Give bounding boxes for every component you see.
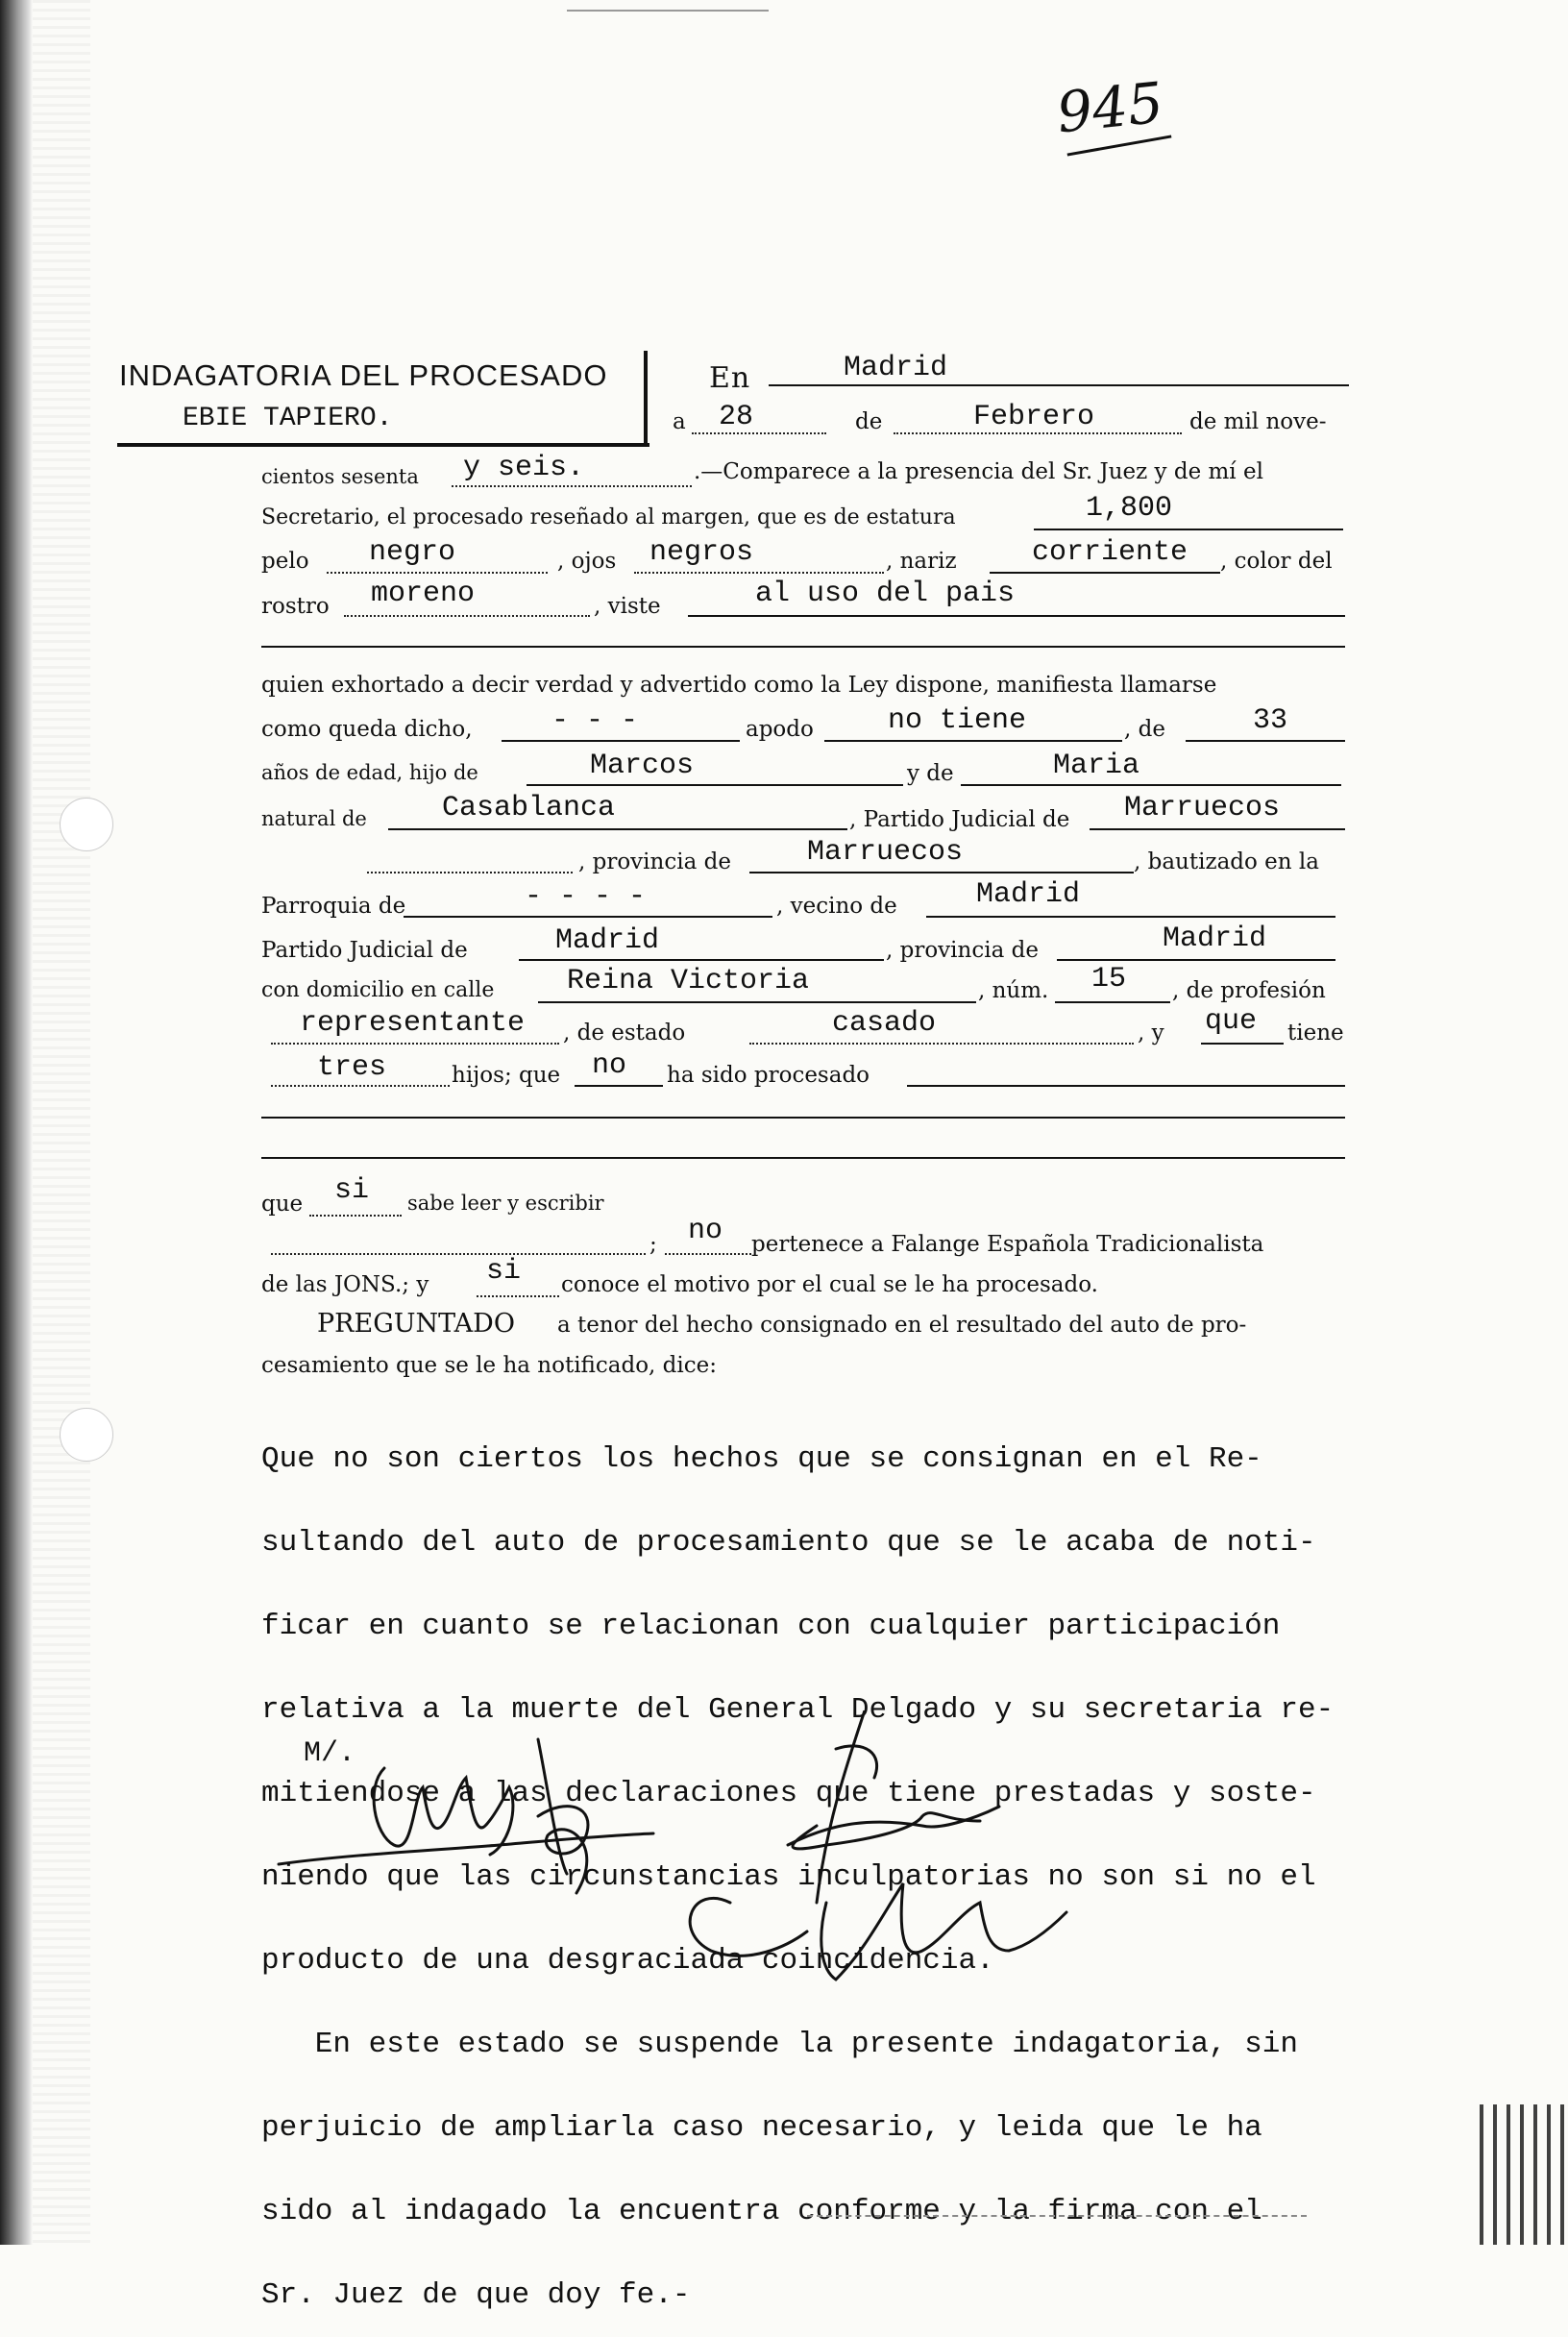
vecino-line — [926, 916, 1335, 918]
procesado-label: ha sido procesado — [667, 1063, 870, 1088]
estado-value: casado — [832, 1007, 937, 1040]
procesado-value: no — [592, 1049, 627, 1082]
sabe-label: sabe leer y escribir — [407, 1192, 604, 1215]
partido2-label: Partido Judicial de — [261, 938, 468, 963]
num-value: 15 — [1091, 963, 1127, 996]
padre-line — [527, 784, 903, 786]
nariz-line — [990, 572, 1220, 574]
viste-label: , viste — [594, 594, 661, 619]
partido2-value: Madrid — [555, 924, 660, 957]
procesado-tail-line — [907, 1085, 1345, 1087]
provincia-label: , provincia de — [578, 849, 731, 874]
preguntado-text-2: cesamiento que se le ha notificado, dice: — [261, 1353, 718, 1378]
apodo-value: no tiene — [888, 704, 1027, 737]
falange-value: no — [688, 1215, 723, 1247]
hijos-line — [271, 1085, 450, 1087]
falange-line — [665, 1253, 751, 1255]
padre-value: Marcos — [590, 750, 695, 782]
scan-left-texture — [33, 0, 90, 2245]
ojos-label: , ojos — [557, 549, 617, 574]
vecino-label: , vecino de — [776, 894, 897, 919]
statement-line: ficar en cuanto se relacionan con cualquier participación — [261, 1610, 1281, 1643]
year-line — [452, 485, 692, 487]
nariz-label: , nariz — [886, 549, 957, 574]
hijos-label: hijos; que — [452, 1063, 561, 1088]
pelo-line — [327, 572, 548, 574]
statement-line: En este estado se suspende la presente indagatoria, sin — [261, 2028, 1298, 2061]
calle-value: Reina Victoria — [567, 965, 810, 997]
statement-line: sido al indagado la encuentra conforme y la firma con el — [261, 2195, 1262, 2228]
conoce-label: conoce el motivo por el cual se le ha procesado. — [561, 1272, 1098, 1297]
natural-line — [388, 828, 847, 830]
edad-line — [1186, 740, 1345, 742]
sabe-value: si — [334, 1174, 370, 1207]
provincia-value: Marruecos — [807, 836, 964, 869]
bottom-scan-mark — [807, 2215, 1307, 2217]
falange-blank-line — [271, 1253, 646, 1255]
provincia2-label: , provincia de — [886, 938, 1039, 963]
provincia2-line — [1057, 959, 1335, 961]
blank-line-3 — [261, 1157, 1345, 1159]
que-tiene-value: que — [1205, 1005, 1258, 1038]
punch-hole-top — [60, 798, 113, 851]
madre-line — [961, 784, 1341, 786]
en-label: En — [709, 361, 751, 395]
que-label: que — [261, 1192, 304, 1217]
statement-line: Sr. Juez de que doy fe.- — [261, 2278, 691, 2312]
statement-line: relativa a la muerte del General Delgado y su secretaria re- — [261, 1693, 1335, 1727]
parroquia-label: Parroquia de — [261, 894, 406, 919]
comparece-text: .—Comparece a la presencia del Sr. Juez y de mí el — [694, 459, 1263, 484]
procesado-line — [575, 1085, 663, 1087]
jons-label: de las JONS.; y — [261, 1272, 429, 1297]
profesion-value: representante — [300, 1007, 526, 1040]
blank-line-2 — [261, 1117, 1345, 1119]
conoce-value: si — [486, 1255, 522, 1288]
num-label: , núm. — [978, 978, 1049, 1003]
day-value: 28 — [719, 401, 754, 433]
pelo-label: pelo — [261, 549, 309, 574]
statement-line: producto de una desgraciada coincidencia. — [261, 1944, 994, 1978]
year-prefix-2: cientos sesenta — [261, 465, 419, 488]
provincia2-value: Madrid — [1163, 922, 1267, 955]
signature-right-3 — [690, 1883, 1066, 1980]
vecino-value: Madrid — [976, 878, 1081, 911]
parroquia-value: - - - - — [525, 880, 647, 913]
partido-line — [1090, 828, 1345, 830]
bautizado-label: , bautizado en la — [1134, 849, 1319, 874]
defendant-name: EBIE TAPIERO. — [183, 404, 393, 433]
nariz-value: corriente — [1032, 536, 1188, 569]
blank-line-1 — [261, 646, 1345, 648]
estado-line — [749, 1043, 1134, 1045]
statement-line: sultando del auto de procesamiento que se le acaba de noti- — [261, 1526, 1316, 1560]
statement-line: perjuicio de ampliarla caso necesario, y leida que le ha — [261, 2111, 1262, 2145]
statement-line: mitiendose a las declaraciones que tiene prestadas y soste- — [261, 1777, 1316, 1810]
statement-line: Que no son ciertos los hechos que se consignan en el Re- — [261, 1442, 1262, 1476]
que-tiene-line — [1201, 1043, 1284, 1045]
edad-value: 33 — [1253, 704, 1288, 737]
year-suffix: y seis. — [463, 452, 585, 484]
top-mark — [567, 10, 769, 12]
provincia-blank-line — [367, 872, 573, 873]
tiene-label: tiene — [1287, 1021, 1344, 1046]
parroquia-line — [404, 916, 772, 918]
profesion-line — [271, 1043, 559, 1045]
apodo-line — [824, 740, 1122, 742]
anos-label: años de edad, hijo de — [261, 761, 478, 784]
signature-right-1 — [788, 1710, 999, 1903]
rostro-label: rostro — [261, 594, 330, 619]
color-label: , color del — [1220, 549, 1333, 574]
madre-value: Maria — [1053, 750, 1140, 782]
preguntado-lead: PREGUNTADO — [317, 1309, 515, 1339]
ojos-value: negros — [649, 536, 754, 569]
queda-line — [502, 740, 740, 742]
document-title: INDAGATORIA DEL PROCESADO — [119, 358, 608, 392]
natural-value: Casablanca — [442, 792, 616, 824]
de-edad-label: , de — [1124, 717, 1165, 742]
sabe-line — [309, 1215, 402, 1217]
partido-label: , Partido Judicial de — [849, 807, 1070, 832]
signature-prefix: M/. — [304, 1737, 356, 1770]
scan-right-edge — [1480, 2104, 1566, 2245]
city-line — [769, 384, 1349, 386]
a-label: a — [673, 409, 686, 434]
year-prefix: de mil nove- — [1189, 409, 1327, 434]
ojos-line — [634, 572, 884, 574]
estatura-line — [1034, 529, 1343, 530]
semicolon: ; — [649, 1232, 657, 1257]
punch-hole-bottom — [60, 1408, 113, 1462]
rostro-value: moreno — [371, 578, 476, 610]
profesion-label: , de profesión — [1172, 978, 1326, 1003]
day-line — [692, 432, 826, 434]
falange-label: pertenece a Falange Española Tradicionalista — [751, 1232, 1264, 1257]
apodo-label: apodo — [746, 717, 814, 742]
partido2-line — [519, 959, 884, 961]
signature-left-flourish — [279, 1833, 653, 1864]
partido-value: Marruecos — [1124, 792, 1281, 824]
scan-left-edge — [0, 0, 33, 2245]
pelo-value: negro — [369, 536, 456, 569]
queda-value: - - - — [551, 704, 639, 737]
rostro-line — [344, 615, 590, 617]
hijos-value: tres — [317, 1051, 387, 1084]
viste-value: al uso del pais — [755, 578, 1016, 610]
viste-line — [688, 615, 1345, 617]
estatura-value: 1,800 — [1086, 492, 1173, 525]
domicilio-label: con domicilio en calle — [261, 978, 495, 1002]
header-rule — [117, 443, 649, 447]
folio-number: 945 — [1053, 69, 1166, 146]
signature-left — [374, 1739, 588, 1893]
natural-label: natural de — [261, 807, 367, 830]
estado-label: , de estado — [563, 1021, 686, 1046]
num-line — [1055, 1001, 1170, 1003]
header-divider — [644, 351, 648, 447]
exhortado-text: quien exhortado a decir verdad y advertido como la Ley dispone, manifiesta llamarse — [261, 673, 1217, 698]
statement-line: niendo que las circunstancias inculpatorias no son si no el — [261, 1860, 1316, 1894]
month-value: Febrero — [973, 401, 1095, 433]
conoce-line — [477, 1295, 559, 1297]
queda-label: como queda dicho, — [261, 717, 473, 742]
secretario-text: Secretario, el procesado reseñado al margen, que es de estatura — [261, 505, 956, 529]
provincia-line — [749, 872, 1134, 873]
y-de-label: y de — [907, 761, 954, 786]
signatures — [250, 1710, 1307, 2028]
y-label: , y — [1138, 1021, 1164, 1046]
de-label: de — [855, 409, 883, 434]
city-value: Madrid — [844, 352, 948, 384]
calle-line — [538, 1001, 976, 1003]
preguntado-text: a tenor del hecho consignado en el resultado del auto de pro- — [557, 1313, 1247, 1338]
